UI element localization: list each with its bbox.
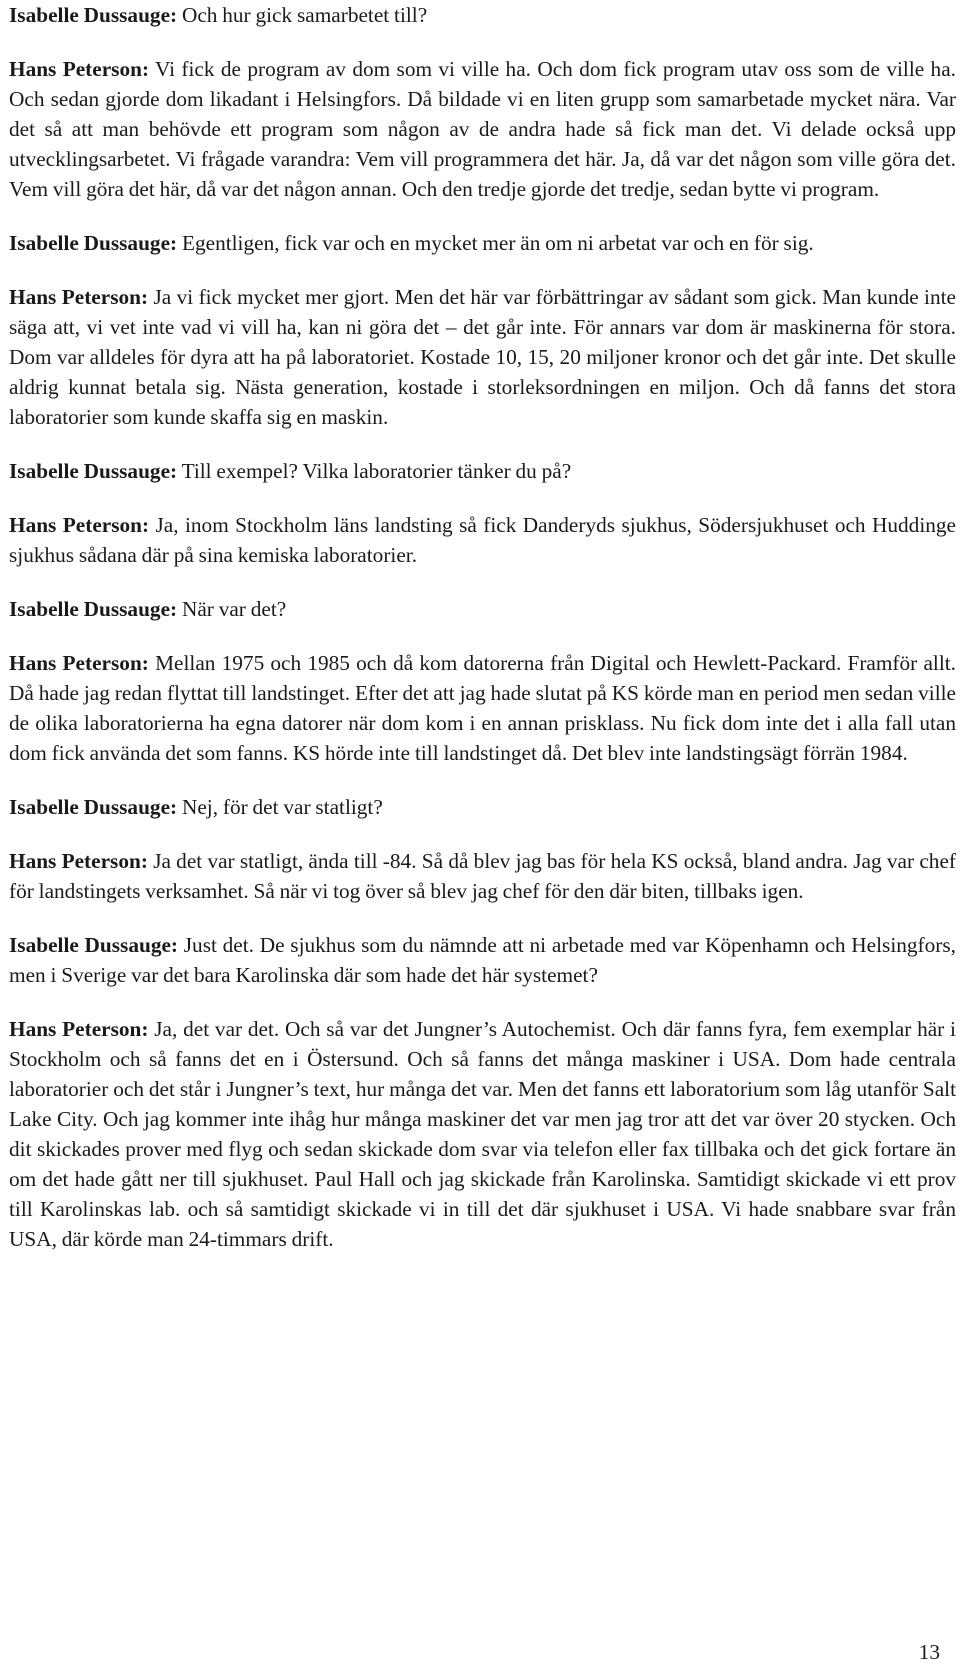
utterance-text: Ja vi fick mycket mer gjort. Men det här var förbättringar av sådant som gick. Man kunde inte säga att, vi vet inte vad vi vill ha, kan ni göra det – det går inte. För annars var dom är maskinerna för stora. Dom var alldeles för dyra att ha på laboratoriet. Kostade 10, 15, 20 miljoner kronor och det går inte. Det skulle aldrig kunnat betala sig. Nästa generation, kostade i storleksordningen en miljon. Och då fanns det stora laboratorier som kunde skaffa sig en maskin. — [9, 285, 956, 429]
speaker-name: Hans Peterson: — [9, 513, 150, 537]
transcript-paragraph — [9, 846, 956, 906]
speaker-name: Isabelle Dussauge: — [9, 597, 178, 621]
utterance-text: Och hur gick samarbetet till? — [181, 3, 428, 27]
utterance-text: Ja, inom Stockholm läns landsting så fick Danderyds sjukhus, Södersjukhuset och Huddinge sjukhus sådana där på sina kemiska laboratorier. — [9, 513, 956, 567]
speaker-name: Hans Peterson: — [9, 849, 148, 873]
transcript-paragraph — [9, 54, 956, 204]
page-number: 13 — [918, 1640, 940, 1664]
transcript-paragraph — [9, 510, 956, 570]
speaker-name: Isabelle Dussauge: — [9, 933, 179, 957]
transcript-paragraph — [9, 1014, 956, 1254]
speaker-name: Hans Peterson: — [9, 651, 149, 675]
transcript-paragraph — [9, 594, 956, 624]
utterance-text: Ja, det var det. Och så var det Jungner’s Autochemist. Och där fanns fyra, fem exemplar här i Stockholm och så fanns det en i Östersund. Och så fanns det många maskiner i USA. Dom hade centrala laboratorier och det står i Jungner’s text, hur många det var. Men det fanns ett laboratorium som låg utanför Salt Lake City. Och jag kommer inte ihåg hur många maskiner det var men jag tror att det var över 20 stycken. Och dit skickades prover med flyg och sedan skickade dom svar via telefon eller fax tillbaka och det gick fortare än om det hade gått ner till sjukhuset. Paul Hall och jag skickade från Karolinska. Samtidigt skickade vi ett prov till Karolinskas lab. och så samtidigt skickade vi in till det där sjukhuset i USA. Vi hade snabbare svar från USA, där körde man 24-timmars drift. — [9, 1017, 956, 1251]
speaker-name: Isabelle Dussauge: — [9, 231, 178, 255]
speaker-name: Isabelle Dussauge: — [9, 795, 178, 819]
utterance-text: Till exempel? Vilka laboratorier tänker du på? — [181, 459, 572, 483]
transcript-paragraph — [9, 792, 956, 822]
transcript-paragraph — [9, 648, 956, 768]
speaker-name: Hans Peterson: — [9, 57, 150, 81]
speaker-name: Hans Peterson: — [9, 1017, 149, 1041]
transcript-page — [9, 0, 956, 1278]
utterance-text: Ja det var statligt, ända till -84. Så då blev jag bas för hela KS också, bland andra. Jag var chef för landstingets verksamhet. Så när vi tog över så blev jag chef för den där biten, tillbaks igen. — [9, 849, 956, 903]
utterance-text: Mellan 1975 och 1985 och då kom datorerna från Digital och Hewlett-Packard. Framför allt. Då hade jag redan flyttat till landstinget. Efter det att jag hade slutat på KS körde man en period men sedan ville de olika laboratorierna ha egna datorer när dom kom i en annan prisklass. Nu fick dom inte det i alla fall utan dom fick använda det som fanns. KS hörde inte till landstinget då. Det blev inte landstingsägt förrän 1984. — [9, 651, 956, 765]
utterance-text: Egentligen, fick var och en mycket mer än om ni arbetat var och en för sig. — [181, 231, 814, 255]
transcript-paragraph — [9, 0, 956, 30]
transcript-paragraph — [9, 228, 956, 258]
transcript-paragraph — [9, 456, 956, 486]
transcript-paragraph — [9, 930, 956, 990]
transcript-paragraph — [9, 282, 956, 432]
speaker-name: Isabelle Dussauge: — [9, 3, 178, 27]
utterance-text: Vi fick de program av dom som vi ville ha. Och dom fick program utav oss som de ville ha. Och sedan gjorde dom likadant i Helsingfors. Då bildade vi en liten grupp som samarbetade mycket nära. Var det så att man behövde ett program som någon av de andra hade så fick man det. Vi delade också upp utvecklingsarbetet. Vi frågade varandra: Vem vill programmera det här. Ja, då var det någon som ville göra det. Vem vill göra det här, då var det någon annan. Och den tredje gjorde det tredje, sedan bytte vi program. — [9, 57, 956, 201]
speaker-name: Isabelle Dussauge: — [9, 459, 178, 483]
utterance-text: Just det. De sjukhus som du nämnde att ni arbetade med var Köpenhamn och Helsingfors, men i Sverige var det bara Karolinska där som hade det här systemet? — [9, 933, 956, 987]
utterance-text: Nej, för det var statligt? — [181, 795, 383, 819]
speaker-name: Hans Peterson: — [9, 285, 149, 309]
utterance-text: När var det? — [181, 597, 287, 621]
